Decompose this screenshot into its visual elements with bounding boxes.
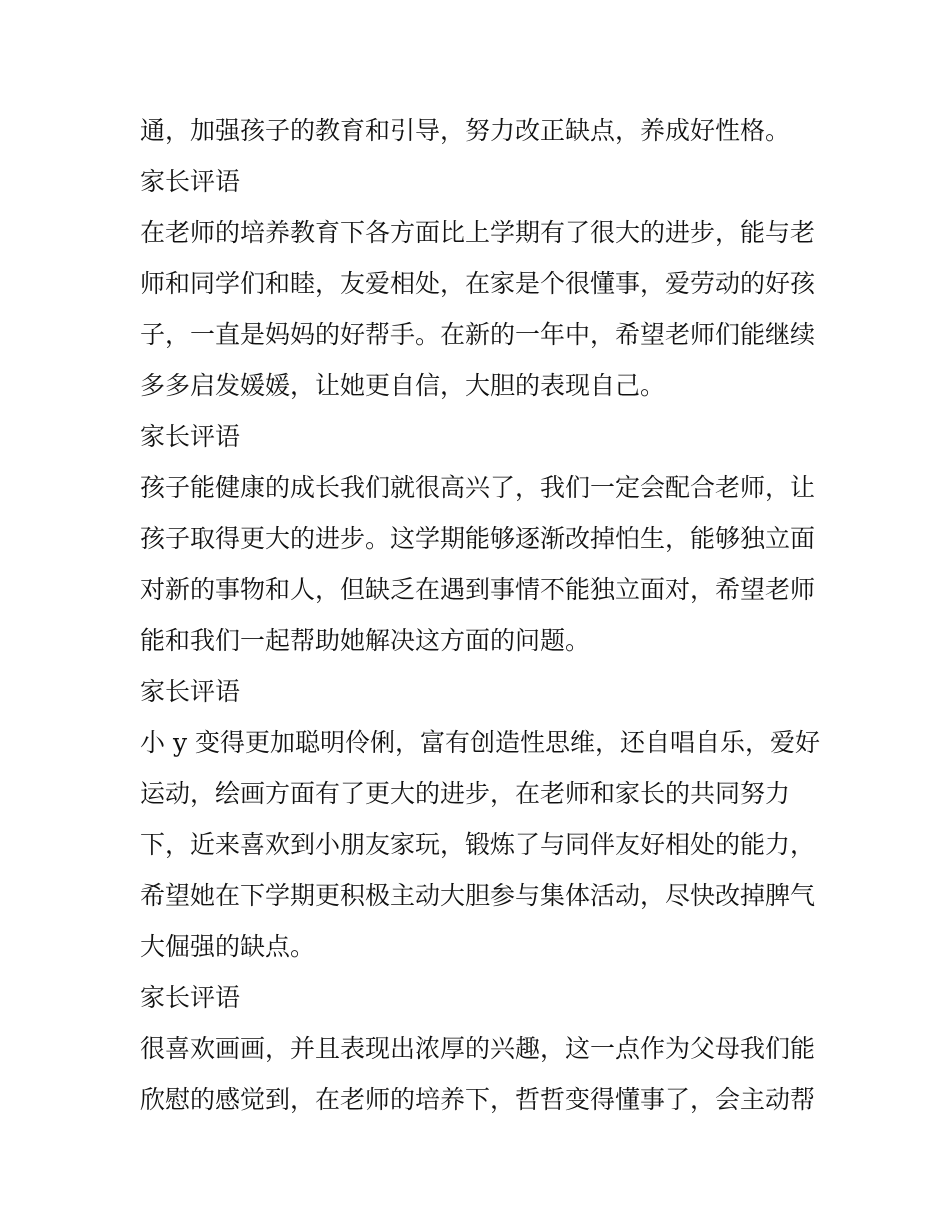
text-line: 对新的事物和人，但缺乏在遇到事情不能独立面对，希望老师 — [140, 575, 816, 604]
text-line: 希望她在下学期更积极主动大胆参与集体活动，尽快改掉脾气 — [140, 881, 816, 910]
section-heading: 家长评语 — [140, 983, 241, 1012]
text-line: 小 y 变得更加聪明伶俐，富有创造性思维，还自唱自乐，爱好 — [140, 728, 821, 757]
text-line: 子，一直是妈妈的好帮手。在新的一年中，希望老师们能继续 — [140, 320, 816, 349]
text-line: 孩子能健康的成长我们就很高兴了，我们一定会配合老师，让 — [140, 473, 816, 502]
section-heading: 家长评语 — [140, 422, 241, 451]
text-line: 通，加强孩子的教育和引导，努力改正缺点，养成好性格。 — [140, 116, 791, 145]
text-line: 多多启发媛媛，让她更自信，大胆的表现自己。 — [140, 371, 666, 400]
text-line: 很喜欢画画，并且表现出浓厚的兴趣，这一点作为父母我们能 — [140, 1034, 816, 1063]
section-heading: 家长评语 — [140, 677, 241, 706]
text-line: 孩子取得更大的进步。这学期能够逐渐改掉怕生，能够独立面 — [140, 524, 816, 553]
section-heading: 家长评语 — [140, 167, 241, 196]
text-line: 运动，绘画方面有了更大的进步，在老师和家长的共同努力 — [140, 779, 791, 808]
text-line: 下，近来喜欢到小朋友家玩，锻炼了与同伴友好相处的能力， — [140, 830, 816, 859]
text-line: 大倔强的缺点。 — [140, 932, 316, 961]
text-line: 能和我们一起帮助她解决这方面的问题。 — [140, 626, 591, 655]
text-line: 师和同学们和睦，友爱相处，在家是个很懂事，爱劳动的好孩 — [140, 269, 816, 298]
text-line: 欣慰的感觉到，在老师的培养下，哲哲变得懂事了，会主动帮 — [140, 1085, 816, 1114]
text-line: 在老师的培养教育下各方面比上学期有了很大的进步，能与老 — [140, 218, 816, 247]
document-body — [140, 105, 820, 1125]
